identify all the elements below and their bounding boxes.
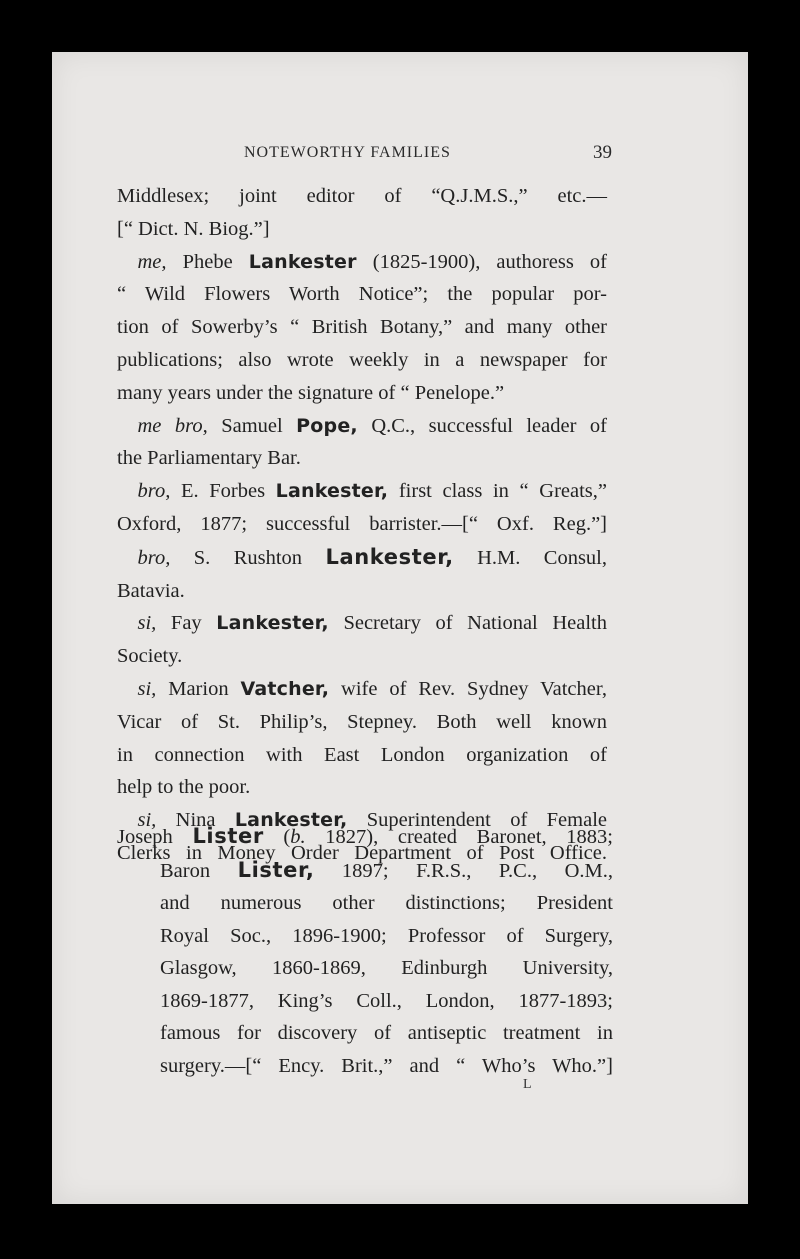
text-line: the Parliamentary Bar. [117, 447, 301, 470]
entry-text: Q.C., successful leader of [357, 414, 607, 437]
text-line: “ Wild Flowers Worth Notice”; the popular por- [117, 283, 607, 306]
relation-label: si, [137, 677, 157, 700]
entry-text: Superintendent of Female [347, 809, 607, 832]
surname: Lankester, [275, 480, 389, 503]
surname: Lister, [237, 857, 315, 882]
lister-details [117, 854, 613, 1083]
relation-label: si, [137, 612, 157, 635]
given-name: E. Forbes [170, 480, 276, 503]
entry-text: Baron [160, 859, 238, 882]
given-name: S. Rushton [170, 546, 326, 569]
text-line [160, 854, 613, 888]
text-line: help to the poor. [117, 776, 251, 799]
surname: Lankester [248, 250, 357, 273]
born-abbrev: b. [290, 826, 306, 848]
given-name: Fay [156, 612, 217, 635]
text-line: tion of Sowerby’s “ British Botany,” and many other [117, 316, 607, 339]
entry-samuel-pope [117, 410, 607, 443]
given-name: Nina [156, 809, 235, 832]
surname: Lister [192, 824, 264, 848]
entry-text: 1897; F.R.S., P.C., O.M., [314, 859, 613, 882]
relation-label: si, [137, 809, 157, 832]
text-line: many years under the signature of “ Penelope.” [117, 381, 505, 404]
text-line: Vicar of St. Philip’s, Stepney. Both well known [117, 710, 607, 733]
text-line: Royal Soc., 1896-1900; Professor of Surgery, [160, 924, 613, 947]
text-line: Middlesex; joint editor of “Q.J.M.S.,” etc.— [117, 185, 607, 207]
entry-text: (1825-1900), authoress of [356, 250, 607, 273]
text-line: Glasgow, 1860-1869, Edinburgh University, [160, 957, 613, 979]
entry-s-rushton-lankester [117, 541, 607, 575]
given-name: Marion [156, 677, 241, 700]
page-number: 39 [593, 142, 612, 163]
surname: Vatcher, [240, 677, 330, 700]
entry-text: first class in “ Greats,” [388, 480, 607, 503]
text-line: publications; also wrote weekly in a newspaper for [117, 348, 607, 371]
surname: Lankester, [325, 544, 454, 569]
text-line: and numerous other distinctions; President [160, 892, 613, 914]
entry-text: Secretary of National Health [328, 612, 607, 635]
entry-phebe-lankester [117, 246, 607, 279]
text-line: Society. [117, 645, 183, 668]
text-line: surgery.—[“ Ency. Brit.,” and “ Who’s Who.”] [160, 1054, 613, 1077]
surname: Pope, [296, 414, 358, 437]
surname: Lankester, [234, 809, 348, 832]
relation-label: bro, [137, 546, 171, 569]
text-line: Clerks in Money Order Department of Post Office. [117, 841, 607, 864]
entry-e-forbes-lankester [117, 475, 607, 508]
text-line: 1869-1877, King’s Coll., London, 1877-1893; [160, 989, 613, 1012]
relation-label: me, [137, 250, 167, 273]
given-name: Samuel [207, 414, 297, 437]
running-header [52, 144, 748, 172]
book-page [52, 52, 748, 1204]
running-title: NOTEWORTHY FAMILIES [244, 144, 451, 161]
relation-label: bro, [137, 480, 171, 503]
given-name: Phebe [166, 250, 249, 273]
surname: Lankester, [216, 612, 329, 635]
lister-entry [117, 820, 613, 1082]
entry-text: wife of Rev. Sydney Vatcher, [329, 677, 607, 700]
text-line: [“ Dict. N. Biog.”] [117, 217, 270, 240]
relation-label: me bro, [137, 414, 208, 437]
text-line: Oxford, 1877; successful barrister.—[“ Oxf. Reg.”] [117, 512, 607, 535]
entry-marion-vatcher [117, 673, 607, 706]
entry-fay-lankester [117, 607, 607, 640]
text-line: famous for discovery of antiseptic treatment in [160, 1022, 613, 1044]
family-entries [117, 180, 607, 870]
lister-heading-line [117, 820, 613, 854]
text-line: Batavia. [117, 579, 185, 602]
given-name: Joseph [117, 826, 193, 848]
entry-text: H.M. Consul, [453, 546, 607, 569]
entry-text: 1827), created Baronet, 1883; [305, 826, 613, 848]
signature-mark: L [523, 1077, 532, 1092]
entry-text: ( [263, 826, 291, 848]
text-line: in connection with East London organization of [117, 743, 607, 766]
